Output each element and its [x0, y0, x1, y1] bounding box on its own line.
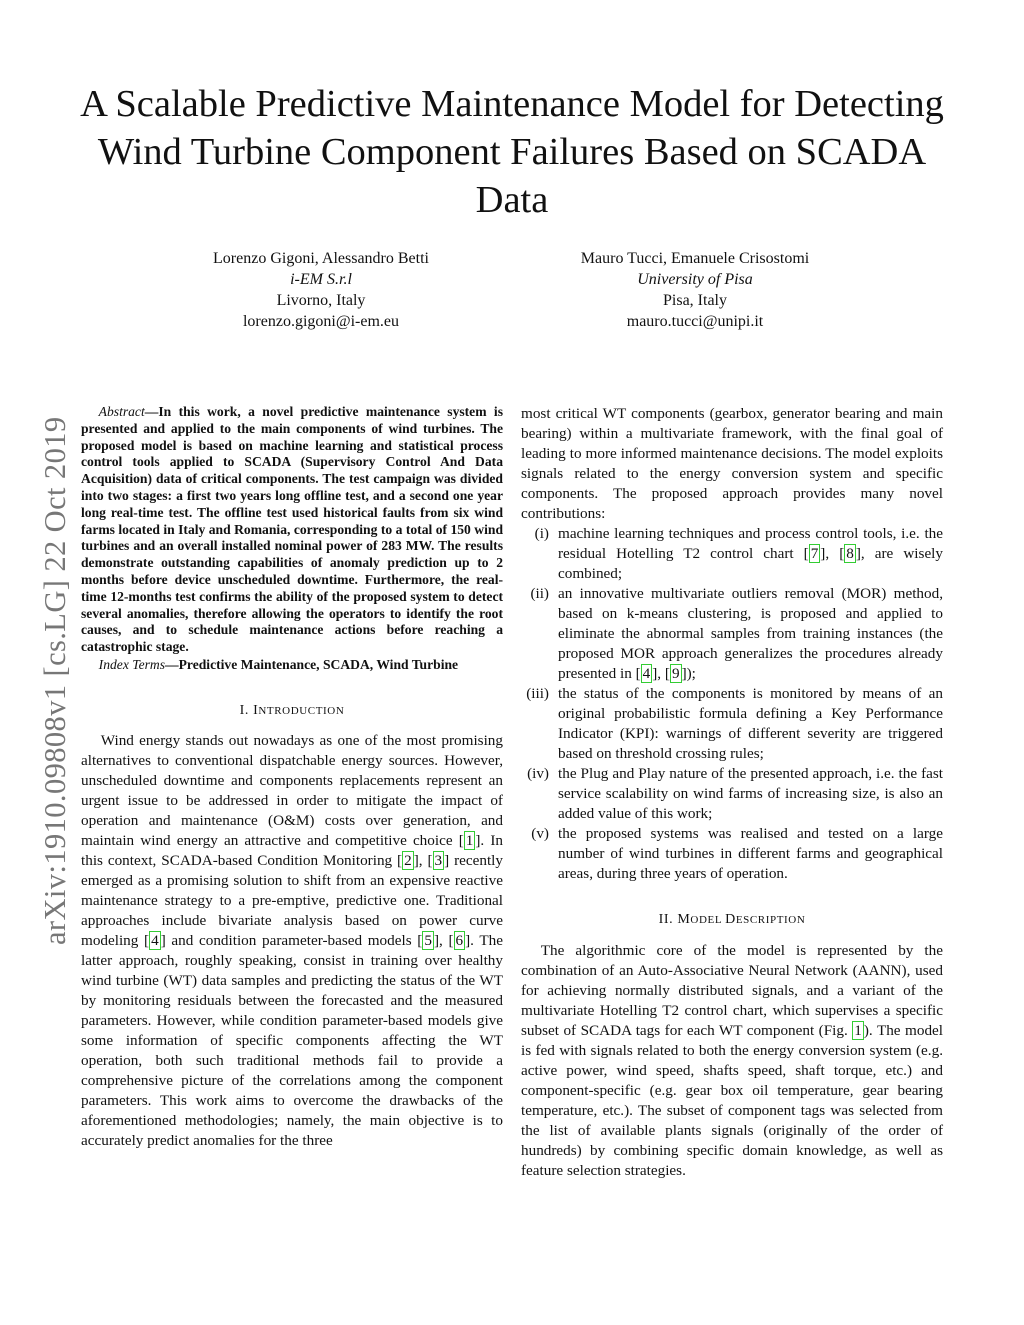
left-column [81, 404, 503, 1151]
text-run: ], [ [433, 931, 454, 949]
citation-link[interactable]: 7 [810, 545, 819, 562]
text-run: ]); [681, 665, 696, 682]
section-title-rest: NTRODUCTION [258, 704, 345, 717]
author-location: Pisa, Italy [663, 292, 727, 309]
section-initial: M [677, 912, 691, 927]
index-terms-text: —Predictive Maintenance, SCADA, Wind Turbine [165, 656, 459, 672]
author-email[interactable]: mauro.tucci@unipi.it [626, 313, 764, 330]
text-run: ]. In this context, SCADA-based Condition Monitoring [ [81, 831, 503, 869]
list-item-number: (iii) [526, 685, 549, 702]
section-initial: I [253, 702, 259, 718]
intro-continuation: most critical WT components (gearbox, generator bearing and main bearing) within a multivariate framework, with the final goal of leading to more informed maintenance decisions. The model exploits signals related to the energy conversion system and specific components. The proposed approach provides many novel contributions: [521, 405, 943, 522]
citation-link[interactable]: 1 [465, 831, 474, 849]
intro-paragraph [81, 731, 503, 1151]
list-item-number: (v) [531, 825, 549, 842]
text-run: ], [ [413, 851, 433, 869]
list-item [521, 584, 943, 684]
author-email[interactable]: lorenzo.gigoni@i-em.eu [242, 313, 400, 330]
text-run: an innovative multivariate outliers removal (MOR) method, based on k-means clustering, is proposed and applied to eliminate the abnormal samples from training instances (the proposed MOR approach generalizes the procedures already presented in [ [558, 585, 943, 682]
section-heading-introduction [81, 703, 503, 719]
text-run: ] recently emerged as a promising solution to shift from an expensive reactive maintenance strategy to a pre-emptive, predictive one. Traditional approaches include bivariate analysis based on power curve modeling [ [81, 851, 503, 949]
list-item-number: (i) [534, 525, 549, 542]
text-run: the status of the components is monitored by means of an original probabilistic formula defining a Key Performance Indicator (KPI): warnings of different severity are triggered based on threshold crossing rules; [558, 685, 943, 762]
abstract-label: Abstract [98, 404, 145, 419]
index-terms [81, 656, 503, 673]
contribution-list [521, 524, 943, 884]
author-block-right [535, 248, 855, 332]
text-run: ]. The latter approach, roughly speaking, consist in training over healthy wind turbine (WT) data samples and predicting the status of the WT by monitoring residuals between the forecasted and the measured parameters. However, while condition parameter-based models give some information of specific components affecting the WT operation, both such traditional methods fail to provide a comprehensive picture of the correlations among the component parameters. This work aims to overcome the drawbacks of the aforementioned methodologies; namely, the main objective is to accurately predict anomalies for the three [81, 931, 503, 1149]
abstract [81, 404, 503, 656]
figure-link[interactable]: 1 [854, 1022, 862, 1039]
paper-title: A Scalable Predictive Maintenance Model for Detecting Wind Turbine Component Failures Based on SCADA Data [80, 83, 944, 221]
list-item-number: (iv) [527, 765, 549, 782]
section-title-rest: ODEL [690, 914, 726, 926]
author-block-left [161, 248, 481, 332]
abstract-text: —In this work, a novel predictive maintenance system is presented and applied to the main components of wind turbines. The proposed model is based on machine learning and statistical process control tools applied to SCADA (Supervisory Control And Data Acquisition) data of critical components. The test campaign was divided into two stages: a first two years long offline test, and a second one year long real-time test. The offline test used historical faults from six wind farms located in Italy and Romania, corresponding to a total of 150 wind turbines and an overall installed nominal power of 283 MW. The results demonstrate outstanding capabilities of anomaly prediction up to 2 months before device unscheduled downtime. Furthermore, the real-time 12-months test confirms the ability of the proposed system to detect several anomalies, therefore allowing the operators to identify the root causes, and to schedule maintenance actions before reaching a catastrophic stage. [81, 404, 503, 655]
section-numeral: I. [239, 702, 254, 718]
citation-link[interactable]: 2 [404, 851, 412, 869]
index-terms-label: Index Terms [98, 656, 166, 672]
list-item-number: (ii) [530, 585, 549, 602]
citation-link[interactable]: 4 [642, 665, 651, 682]
section-numeral: II. [658, 912, 678, 927]
citation-link[interactable]: 8 [846, 545, 854, 562]
text-run: The algorithmic core of the model is represented by the combination of an Auto-Associative Neural Network (AANN), used for achieving normally distributed signals, and a variant of the multivariate Hotelling T2 control chart, which supervises a specific subset of SCADA tags for each WT component (Fig. [521, 942, 943, 1039]
list-item [521, 684, 943, 764]
list-item [521, 824, 943, 884]
model-description-paragraph [521, 941, 943, 1181]
citation-link[interactable]: 6 [455, 931, 464, 949]
author-affiliation: University of Pisa [637, 271, 753, 288]
citation-link[interactable]: 3 [434, 851, 443, 869]
text-run: the proposed systems was realised and tested on a large number of wind turbines in different farms and geographical areas, during three years of operation. [558, 825, 943, 882]
citation-link[interactable]: 5 [424, 931, 432, 949]
author-names: Lorenzo Gigoni, Alessandro Betti [213, 250, 429, 267]
author-affiliation: i-EM S.r.l [290, 271, 352, 288]
citation-link[interactable]: 9 [671, 665, 680, 682]
text-run: ], [ [820, 545, 845, 562]
section-initial: D [725, 912, 736, 927]
text-run: Wind energy stands out nowadays as one of the most promising alternatives to conventional dispatchable energy sources. However, unscheduled downtime and components replacements represent an urgent issue to be addressed in order to mitigate the impact of operation and maintenance (O&M) costs over generation, and maintain wind energy an attractive and competitive choice [ [81, 731, 503, 849]
author-names: Mauro Tucci, Emanuele Crisostomi [580, 250, 810, 267]
section-title-rest: ESCRIPTION [735, 914, 806, 926]
list-item [521, 764, 943, 824]
text-run: machine learning techniques and process control tools, i.e. the residual Hotelling T2 control chart [ [558, 525, 943, 562]
citation-link[interactable]: 4 [151, 931, 159, 949]
text-run: the Plug and Play nature of the presented approach, i.e. the fast service scalability on wind farms of increasing size, is also an added value of this work; [558, 765, 943, 822]
section-heading-model-description [521, 912, 943, 928]
author-location: Livorno, Italy [276, 292, 366, 309]
right-column [521, 404, 943, 1181]
arxiv-stamp: arXiv:1910.09808v1 [cs.LG] 22 Oct 2019 [38, 416, 72, 945]
list-item [521, 524, 943, 584]
text-run: ). The model is fed with signals related to both the energy conversion system (e.g. active power, wind speed, shafts speed, shaft torque, etc.) and component-specific (e.g. gear box oil temperature, gear bearing temperature, etc.). The subset of component tags was selected from the list of available plants signals (originally of the order of hundreds) by combining specific domain knowledge, as well as feature selection strategies. [521, 1022, 943, 1179]
text-run: ], are wisely combined; [558, 545, 943, 582]
text-run: ], [ [652, 665, 670, 682]
text-run: ] and condition parameter-based models [ [160, 931, 423, 949]
